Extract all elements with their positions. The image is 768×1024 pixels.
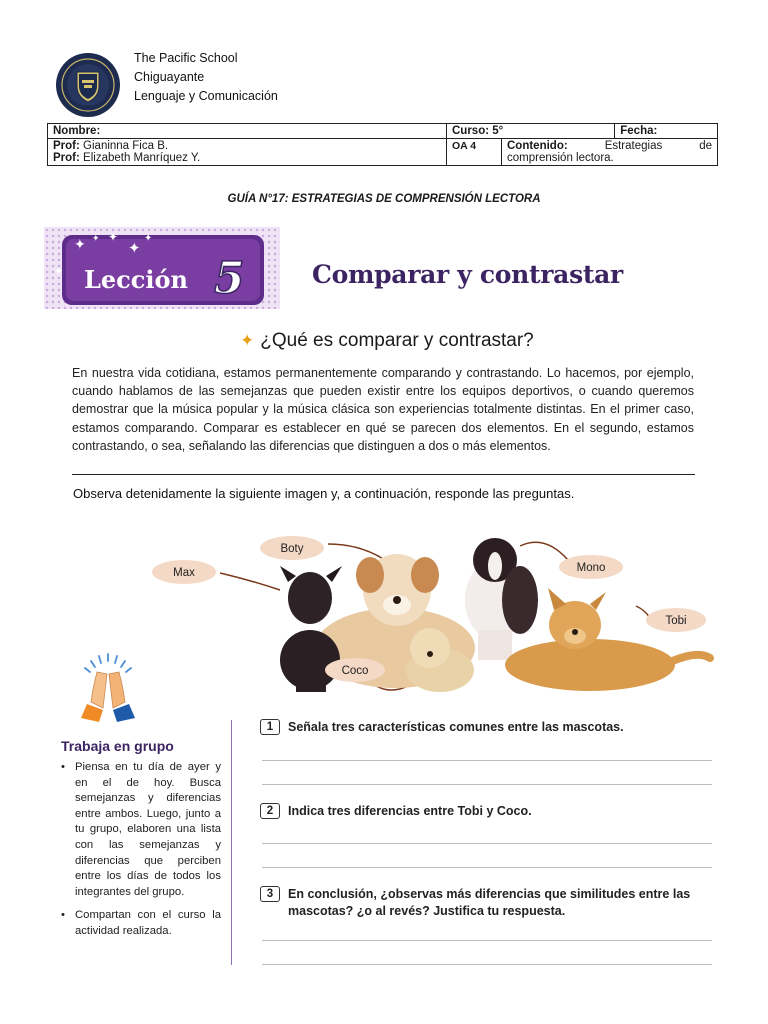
answer-line[interactable]	[262, 940, 712, 941]
contenido-value: Estrategias de comprensión lectora.	[507, 140, 712, 164]
star-2: ✦	[92, 233, 100, 243]
boty-ear-right	[411, 557, 439, 593]
prof1-name: Gianinna Fica B.	[83, 140, 169, 152]
max-head	[288, 572, 332, 624]
question-3	[260, 886, 708, 920]
lesson-title: Comparar y contrastar	[312, 260, 623, 289]
star-1: ✦	[74, 236, 86, 252]
curso-label: Curso: 5°	[452, 125, 504, 137]
answer-line[interactable]	[262, 867, 712, 868]
mono-connector	[520, 542, 568, 560]
star-6: ✦	[54, 266, 64, 278]
question-number-box: 2	[260, 803, 280, 819]
max-connector	[220, 573, 280, 590]
star-3: ✦	[108, 230, 119, 244]
high-five-icon	[77, 652, 139, 722]
nombre-label: Nombre:	[53, 125, 101, 137]
school-name: The Pacific School	[134, 51, 238, 65]
mono-back	[502, 566, 538, 634]
label-tobi	[646, 608, 706, 632]
question-text: En conclusión, ¿observas más diferencias que similitudes entre las mascotas? ¿o al revés? Justifica tu respuesta.	[288, 887, 691, 918]
bullet-icon: •	[61, 909, 65, 922]
question-2	[260, 803, 708, 820]
question-1	[260, 719, 708, 736]
label-max	[152, 560, 216, 584]
section-heading-text: ¿Qué es comparar y contrastar?	[260, 330, 534, 351]
answer-line[interactable]	[262, 760, 712, 761]
tobi-nose	[572, 629, 578, 635]
label-mono	[559, 555, 623, 579]
question-text: Indica tres diferencias entre Tobi y Coco.	[288, 804, 532, 818]
teamwork-title: Trabaja en grupo	[61, 738, 174, 754]
tobi-tail	[670, 655, 710, 662]
star-5: ✦	[144, 233, 153, 244]
oa-code: OA 4	[452, 140, 477, 152]
answer-line[interactable]	[262, 784, 712, 785]
question-number-box: 3	[260, 886, 280, 902]
label-mono-text: Mono	[576, 562, 606, 574]
lesson-number: 5	[214, 253, 245, 304]
max-ear-right	[326, 566, 342, 582]
student-info-table	[47, 123, 718, 166]
school-crest-logo	[55, 52, 121, 118]
max-legs	[296, 670, 326, 692]
answer-line[interactable]	[262, 843, 712, 844]
label-coco-text: Coco	[341, 665, 369, 677]
coco-head	[410, 628, 450, 668]
label-coco	[325, 658, 385, 682]
lesson-badge	[44, 227, 280, 309]
star-4: ✦	[128, 240, 141, 257]
teamwork-item-text: Piensa en tu día de ayer y en el de hoy. Busca semejanzas y diferencias entre ambos. Luego, junto a tu grupo, elaboren una lista con las semejanzas y diferencias que perciben entre los días de todos los integrantes del grupo.	[75, 761, 221, 898]
school-city: Chiguayante	[134, 70, 205, 84]
lesson-label: Lección	[84, 265, 188, 294]
label-tobi-text: Tobi	[665, 615, 687, 627]
boty-connector	[328, 544, 385, 560]
bullet-icon: •	[61, 761, 65, 773]
school-info	[134, 49, 278, 106]
teamwork-list	[61, 760, 221, 948]
prof2-label: Prof:	[53, 152, 80, 164]
fecha-label: Fecha:	[620, 125, 658, 137]
label-boty-text: Boty	[280, 543, 304, 555]
question-text: Señala tres características comunes entre las mascotas.	[288, 720, 624, 734]
sparkle-icon: ✦	[240, 331, 255, 350]
max-ear-left	[280, 566, 296, 582]
prof1-label: Prof:	[53, 140, 80, 152]
question-number-box: 1	[260, 719, 280, 735]
boty-ear-left	[356, 557, 384, 593]
boty-nose	[393, 596, 401, 604]
contenido-label: Contenido:	[507, 140, 568, 152]
teamwork-item-text: Compartan con el curso la actividad realizada.	[75, 909, 221, 937]
coco-nose	[427, 651, 433, 657]
school-subject: Lenguaje y Comunicación	[134, 89, 278, 103]
mono-blaze	[488, 552, 502, 580]
instruction-text: Observa detenidamente la siguiente imagen y, a continuación, responde las preguntas.	[73, 486, 575, 501]
tobi-body	[505, 639, 675, 691]
section-divider-vertical	[231, 720, 232, 965]
prof2-name: Elizabeth Manríquez Y.	[83, 152, 201, 164]
section-heading	[240, 330, 534, 352]
mono-legs	[478, 630, 512, 660]
dogs-illustration	[150, 530, 720, 705]
answer-line[interactable]	[262, 964, 712, 965]
guide-title: GUÍA N°17: ESTRATEGIAS DE COMPRENSIÓN LECTORA	[227, 193, 541, 205]
list-item	[61, 908, 221, 939]
label-boty	[260, 536, 324, 560]
label-max-text: Max	[173, 567, 195, 579]
divider-line	[72, 474, 695, 475]
intro-paragraph: En nuestra vida cotidiana, estamos permanentemente comparando y contrastando. Lo hacemos, por ejemplo, cuando hablamos de las semejanzas que pueden existir entre los equipos deportivos, o cuando queremos demostrar que la música popular y la música clásica son experiencias totalmente distintas. En el primer caso, estamos comparando. Comparar es establecer en qué se parecen dos elementos. En el segundo, estamos contrastando, o sea, señalando las diferencias que distinguen a dos o más elementos.	[72, 366, 694, 453]
list-item	[61, 760, 221, 900]
